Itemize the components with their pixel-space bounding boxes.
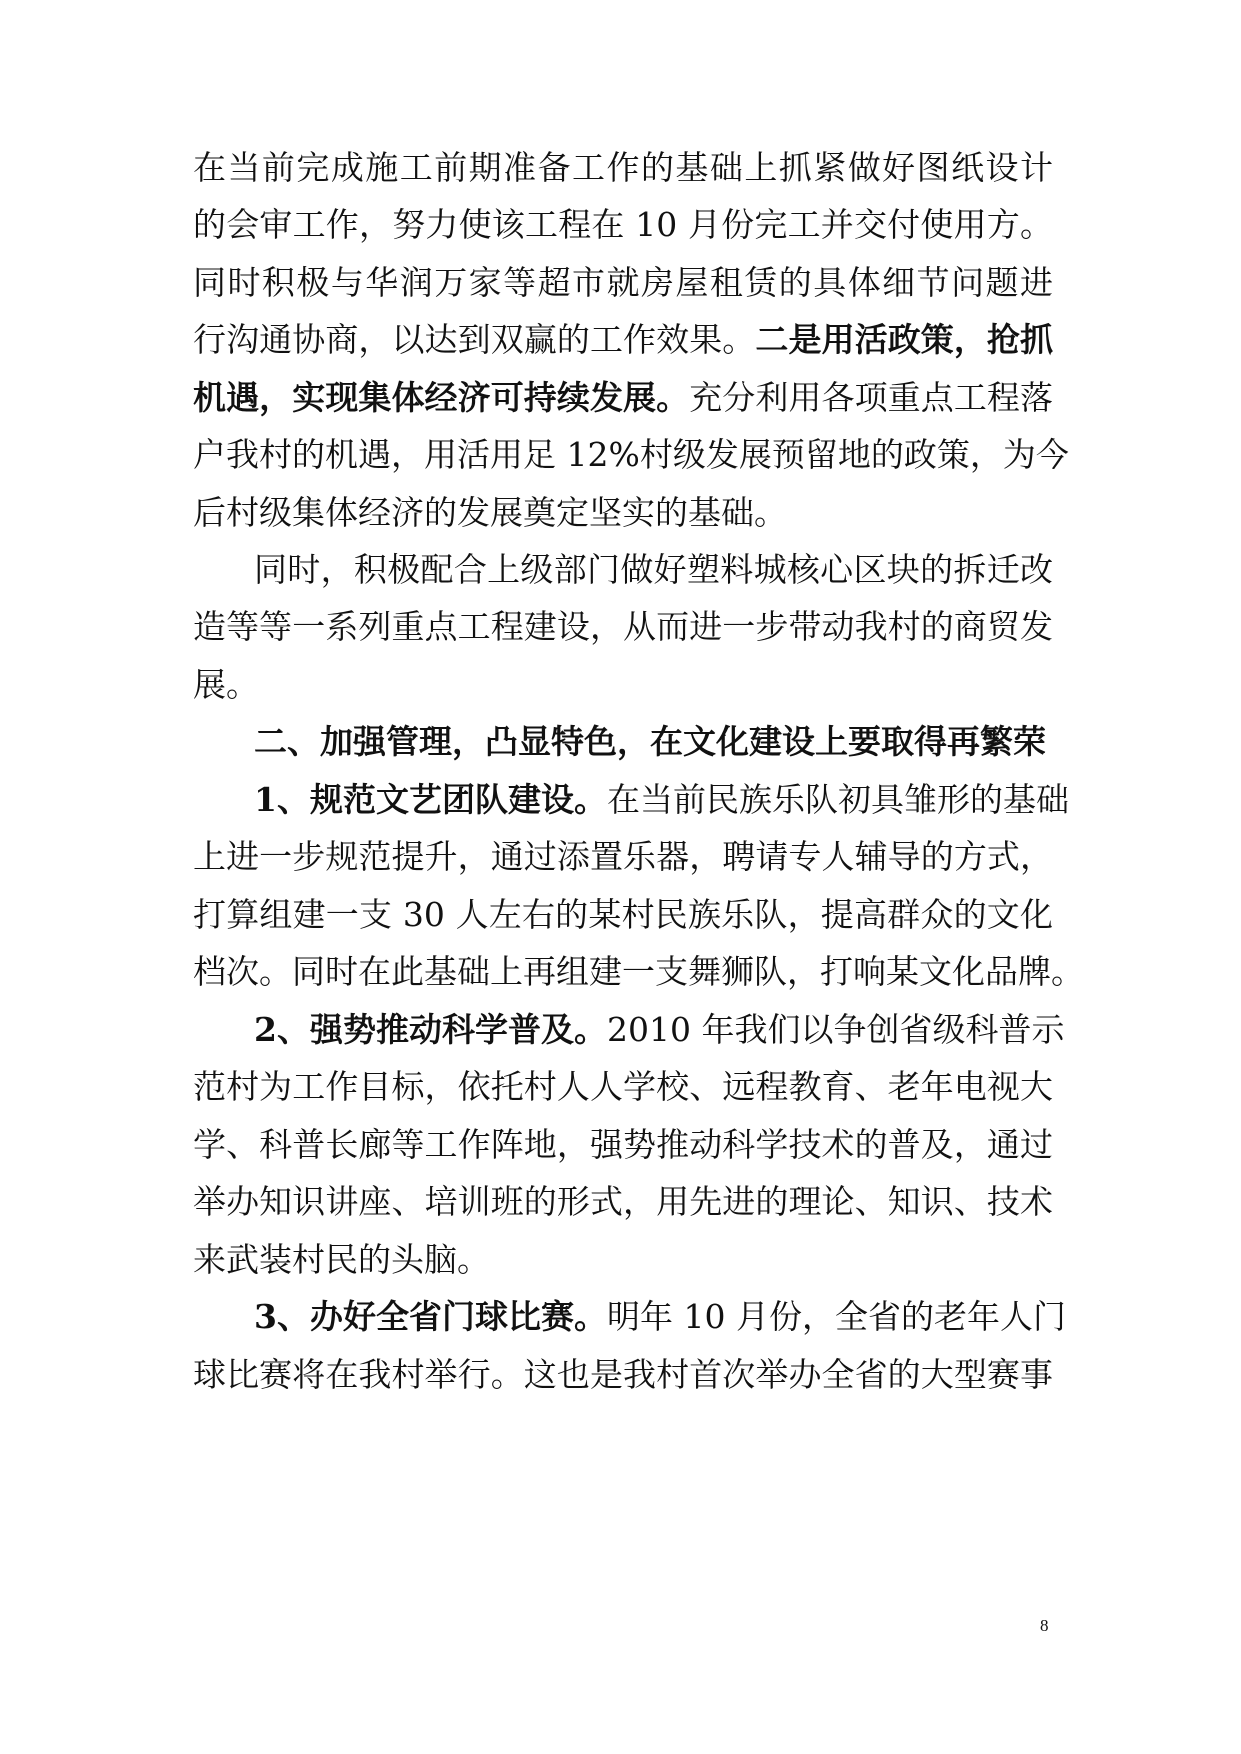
text-line: [254, 1297, 1066, 1336]
text-line: 展。: [193, 665, 259, 704]
section-heading: 二、加强管理，凸显特色，在文化建设上要取得再繁荣: [254, 722, 1046, 761]
text-line: 档次。同时在此基础上再组建一支舞狮队，打响某文化品牌。: [193, 952, 1084, 991]
bold-run: 1、规范文艺团队建设。: [254, 780, 607, 819]
text-line: [254, 780, 1069, 819]
page-number: 8: [1040, 1616, 1049, 1635]
text-line: 同时积极与华润万家等超市就房屋租赁的具体细节问题进: [193, 263, 1053, 302]
text-line: 造等等一系列重点工程建设，从而进一步带动我村的商贸发: [193, 607, 1053, 646]
text-line: 同时，积极配合上级部门做好塑料城核心区块的拆迁改: [254, 550, 1053, 589]
bold-run: 二是用活政策，抢抓: [755, 320, 1054, 359]
text-run: 2010 年我们以争创省级科普示: [606, 1010, 1065, 1049]
text-line: 范村为工作目标，依托村人人学校、远程教育、老年电视大: [193, 1067, 1053, 1106]
text-line: [193, 378, 1054, 417]
text-line: 户我村的机遇，用活用足 12%村级发展预留地的政策，为今: [193, 435, 1069, 474]
bold-run: 2、强势推动科学普及。: [254, 1010, 607, 1049]
text-run: 行沟通协商，以达到双赢的工作效果。: [193, 320, 756, 359]
bold-run: 3、办好全省门球比赛。: [254, 1297, 607, 1336]
text-line: 来武装村民的头脑。: [193, 1240, 490, 1279]
text-line: [254, 1010, 1065, 1049]
text-line: 的会审工作，努力使该工程在 10 月份完工并交付使用方。: [193, 205, 1053, 244]
text-run: 在当前民族乐队初具雏形的基础: [606, 780, 1069, 819]
text-line: 举办知识讲座、培训班的形式，用先进的理论、知识、技术: [193, 1182, 1053, 1221]
bold-run: 机遇，实现集体经济可持续发展。: [193, 378, 690, 417]
text-line: 上进一步规范提升，通过添置乐器，聘请专人辅导的方式，: [193, 837, 1053, 876]
text-line: 打算组建一支 30 人左右的某村民族乐队，提高群众的文化: [193, 895, 1053, 934]
text-run: 充分利用各项重点工程落: [689, 378, 1054, 417]
text-line: 在当前完成施工前期准备工作的基础上抓紧做好图纸设计: [193, 148, 1053, 187]
text-line: 学、科普长廊等工作阵地，强势推动科学技术的普及，通过: [193, 1125, 1053, 1164]
text-run: 明年 10 月份，全省的老年人门: [606, 1297, 1066, 1336]
text-line: [193, 320, 1054, 359]
text-line: 球比赛将在我村举行。这也是我村首次举办全省的大型赛事: [193, 1355, 1053, 1394]
text-line: 后村级集体经济的发展奠定坚实的基础。: [193, 493, 787, 532]
